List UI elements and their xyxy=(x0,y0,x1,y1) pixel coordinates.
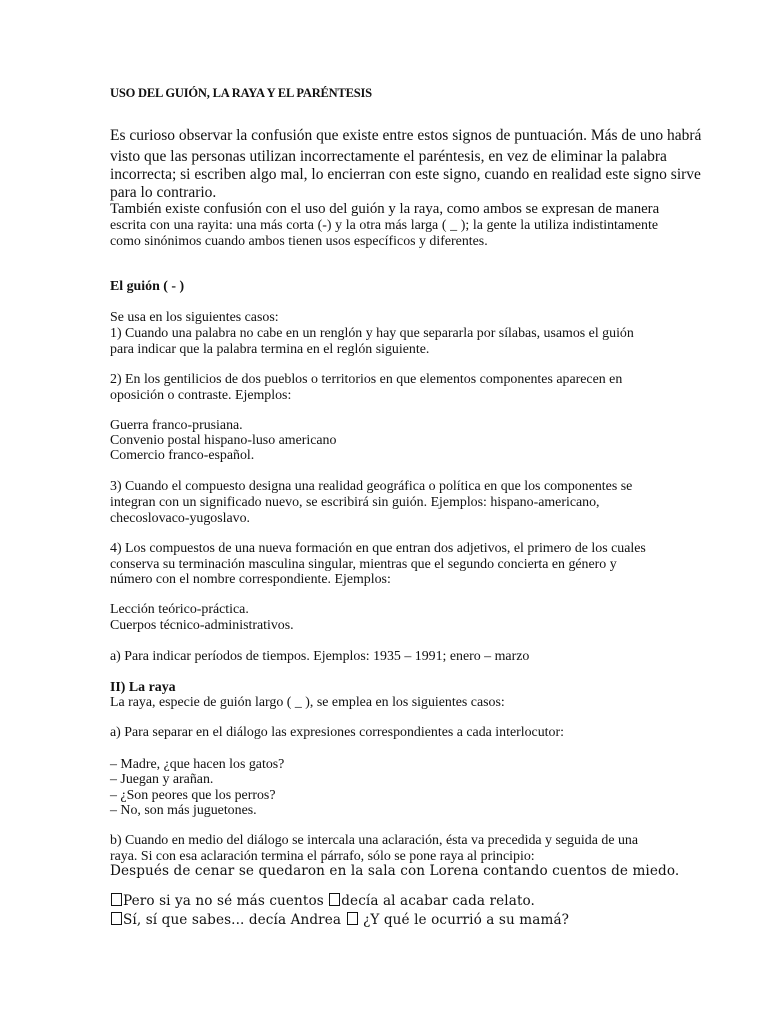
missing-glyph-box-icon xyxy=(111,893,122,906)
raya-example-2-part-1: Sí, sí que sabes... decía Andrea xyxy=(123,912,346,928)
guion-line-1: Se usa en los siguientes casos: xyxy=(110,310,279,325)
guion-line-4: 2) En los gentilicios de dos pueblos o territorios en que elementos componentes aparecen en xyxy=(110,372,623,387)
raya-dialog-1: – Madre, ¿que hacen los gatos? xyxy=(110,757,285,772)
guion-line-7: integran con un significado nuevo, se escribirá sin guión. Ejemplos: hispano-americano, xyxy=(110,495,600,510)
intro-line-2: visto que las personas utilizan incorrectamente el paréntesis, en vez de eliminar la palabra xyxy=(110,148,667,165)
intro-line-5: También existe confusión con el uso del guión y la raya, como ambos se expresan de manera xyxy=(110,201,660,217)
raya-dialog-3: – ¿Son peores que los perros? xyxy=(110,788,276,803)
guion-example-5: Cuerpos técnico-administrativos. xyxy=(110,618,294,633)
section-heading-raya: II) La raya xyxy=(110,680,176,695)
raya-example-1-part-1: Pero si ya no sé más cuentos xyxy=(123,893,329,909)
guion-example-1: Guerra franco-prusiana. xyxy=(110,418,243,433)
intro-line-6: escrita con una rayita: una más corta (-) y la otra más larga ( _ ); la gente la utiliza indistintamente xyxy=(110,218,658,233)
raya-dialog-2: – Juegan y arañan. xyxy=(110,772,214,787)
missing-glyph-box-icon xyxy=(111,912,122,925)
intro-line-4: para lo contrario. xyxy=(110,184,217,201)
guion-line-10: conserva su terminación masculina singular, mientras que el segundo concierta en género y xyxy=(110,557,617,572)
raya-example-1-part-2: decía al acabar cada relato. xyxy=(341,893,535,909)
raya-example-2 xyxy=(110,912,569,929)
raya-line-5: Después de cenar se quedaron en la sala con Lorena contando cuentos de miedo. xyxy=(110,863,680,879)
section-heading-guion: El guión ( - ) xyxy=(110,279,185,294)
guion-line-12: a) Para indicar períodos de tiempos. Ejemplos: 1935 – 1991; enero – marzo xyxy=(110,649,530,664)
guion-line-3: para indicar que la palabra termina en el reglón siguiente. xyxy=(110,342,430,357)
guion-line-8: checoslovaco-yugoslavo. xyxy=(110,511,251,526)
guion-example-3: Comercio franco-español. xyxy=(110,448,255,463)
guion-line-5: oposición o contraste. Ejemplos: xyxy=(110,388,292,403)
raya-line-3: b) Cuando en medio del diálogo se intercala una aclaración, ésta va precedida y seguida de una xyxy=(110,833,639,848)
missing-glyph-box-icon xyxy=(329,893,340,906)
intro-line-1: Es curioso observar la confusión que existe entre estos signos de puntuación. Más de uno habrá xyxy=(110,127,702,144)
missing-glyph-box-icon xyxy=(347,912,358,925)
guion-line-11: número con el nombre correspondiente. Ejemplos: xyxy=(110,572,391,587)
raya-dialog-4: – No, son más juguetones. xyxy=(110,803,257,818)
raya-line-4: raya. Si con esa aclaración termina el párrafo, sólo se pone raya al principio: xyxy=(110,849,535,864)
raya-example-1 xyxy=(110,893,535,910)
guion-line-2: 1) Cuando una palabra no cabe en un renglón y hay que separarla por sílabas, usamos el guión xyxy=(110,326,634,341)
intro-line-3: incorrecta; si escriben algo mal, lo encierran con este signo, cuando en realidad este signo sirve xyxy=(110,166,701,183)
guion-line-6: 3) Cuando el compuesto designa una realidad geográfica o política en que los componentes se xyxy=(110,479,633,494)
guion-example-4: Lección teórico-práctica. xyxy=(110,602,249,617)
guion-line-9: 4) Los compuestos de una nueva formación en que entran dos adjetivos, el primero de los cuales xyxy=(110,541,646,556)
raya-line-1: La raya, especie de guión largo ( _ ), se emplea en los siguientes casos: xyxy=(110,695,505,710)
raya-line-2: a) Para separar en el diálogo las expresiones correspondientes a cada interlocutor: xyxy=(110,725,564,740)
raya-example-2-part-2: ¿Y qué le ocurrió a su mamá? xyxy=(358,912,570,928)
guion-example-2: Convenio postal hispano-luso americano xyxy=(110,433,337,448)
intro-line-7: como sinónimos cuando ambos tienen usos específicos y diferentes. xyxy=(110,234,488,249)
document-title: USO DEL GUIÓN, LA RAYA Y EL PARÉNTESIS xyxy=(110,86,372,100)
